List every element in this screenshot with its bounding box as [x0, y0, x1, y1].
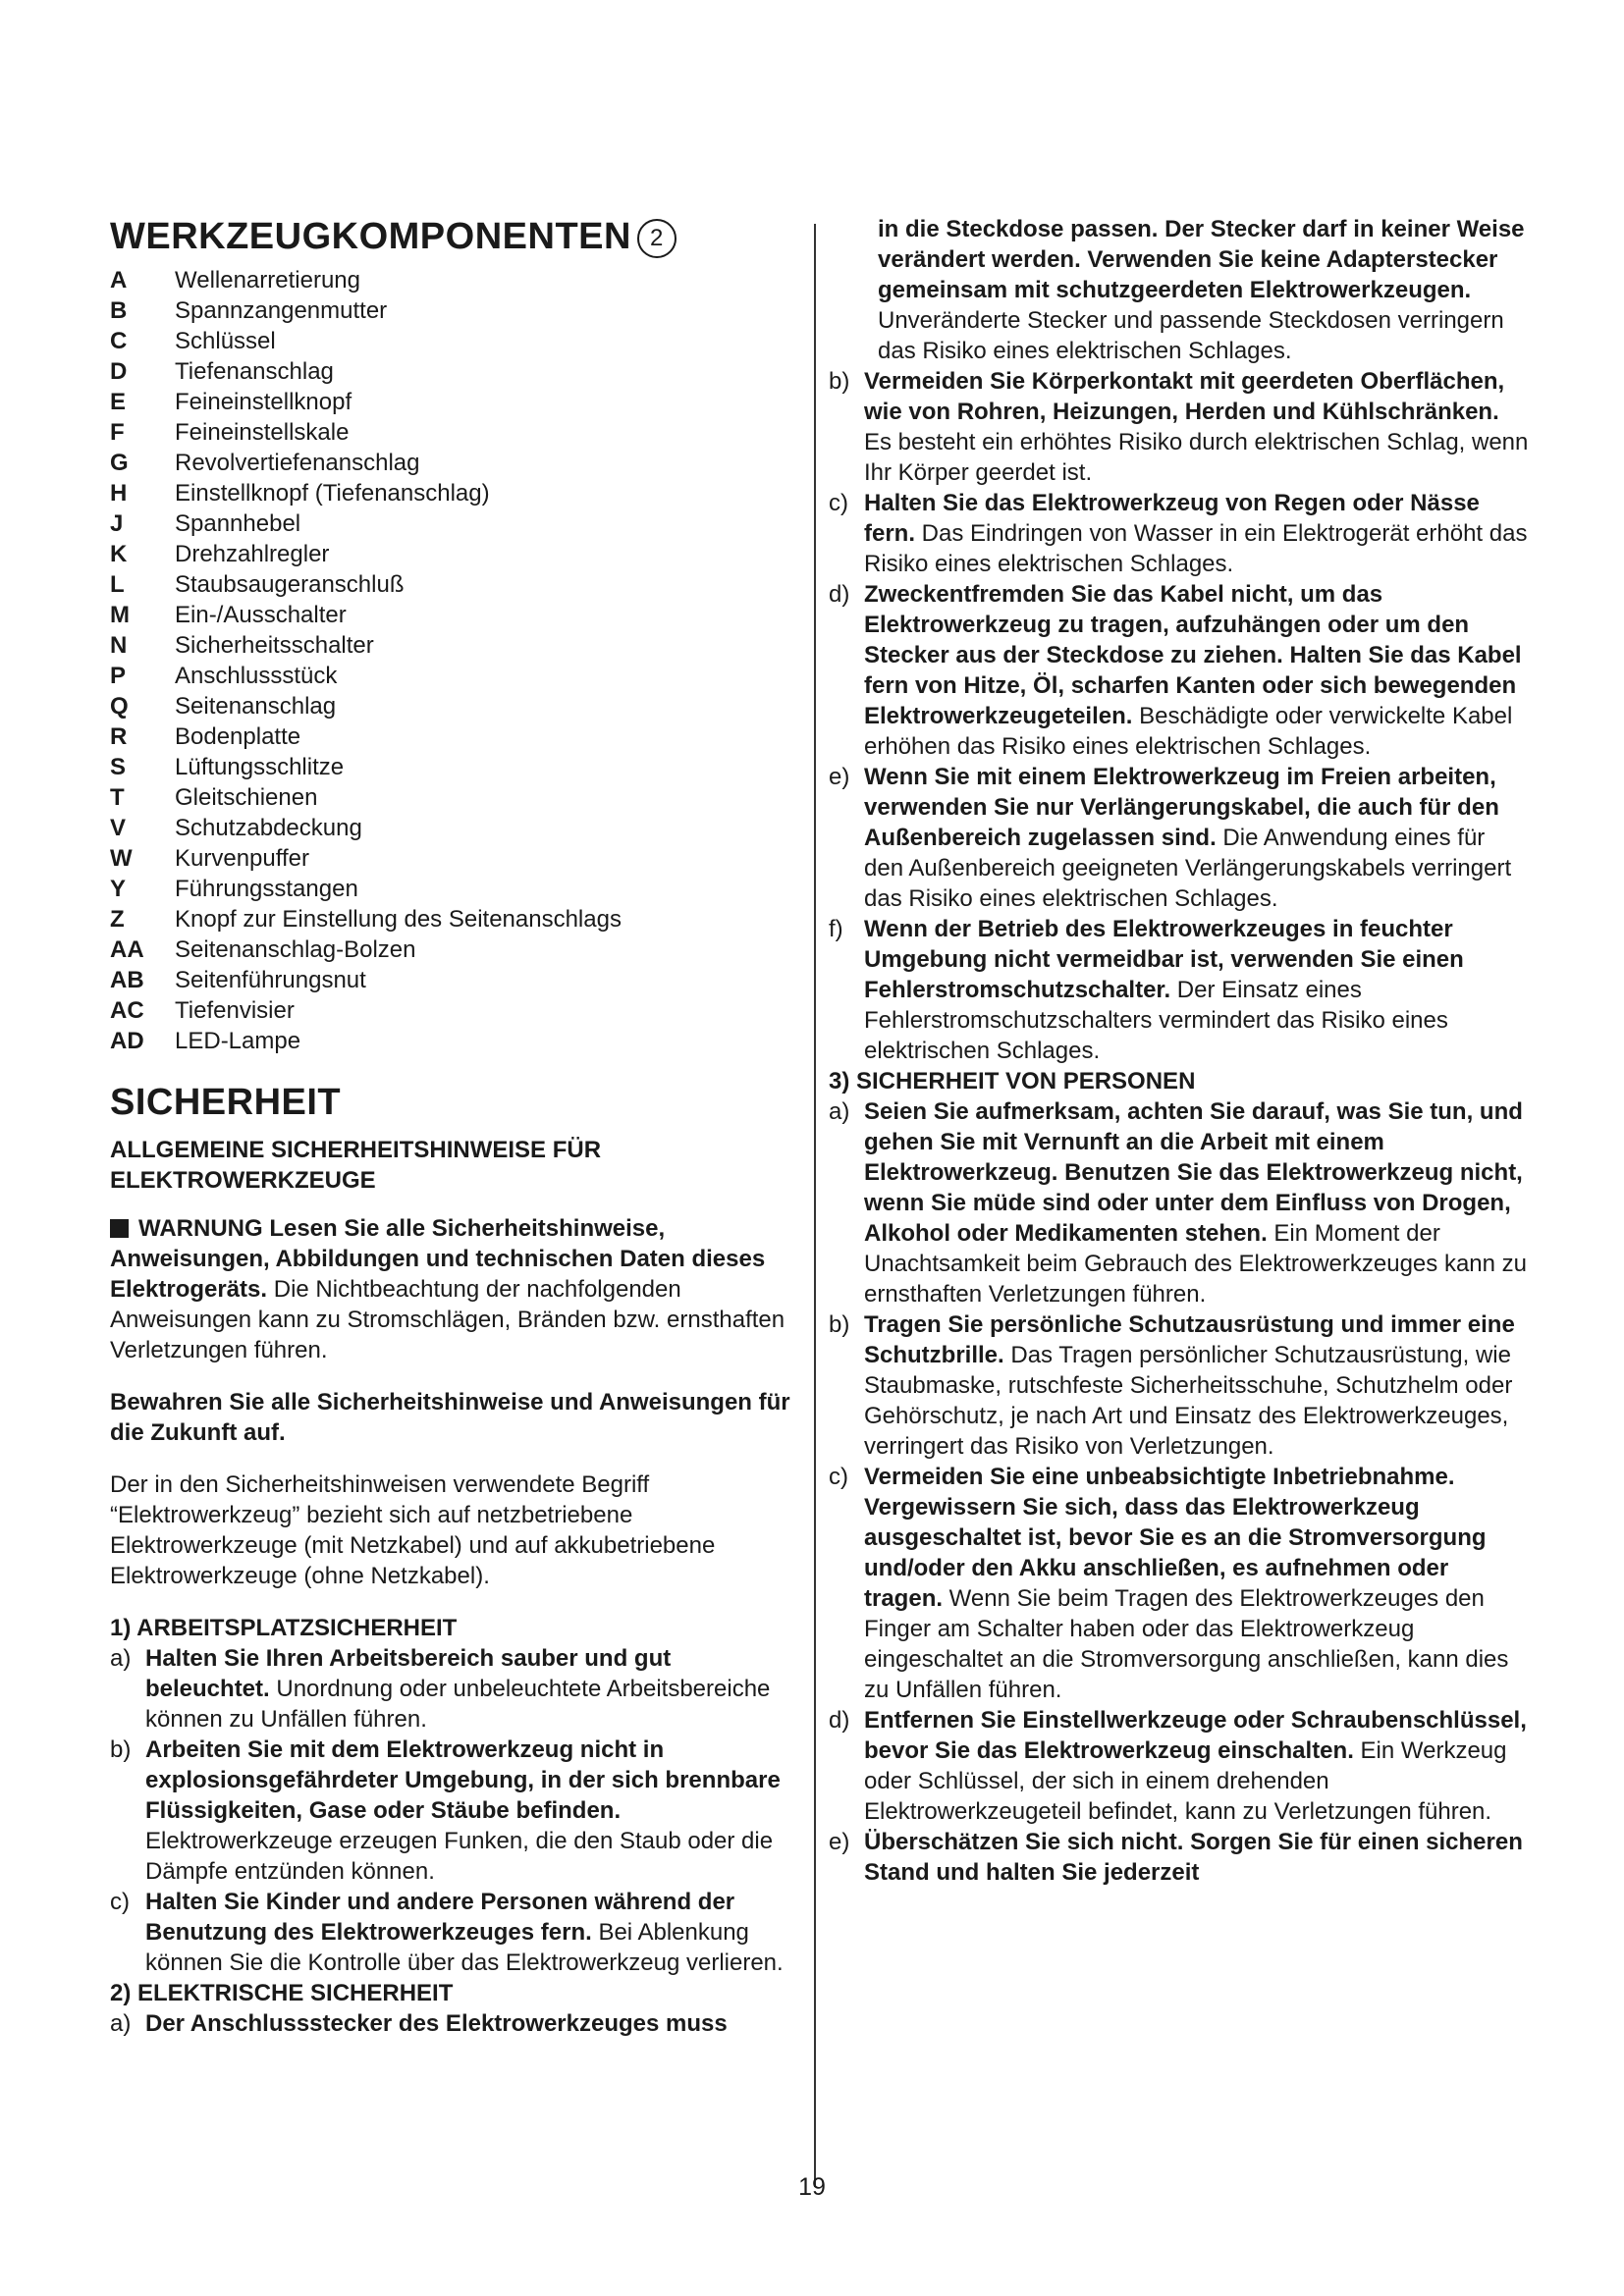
item-letter: d): [829, 1707, 850, 1734]
item-bold-text: Tragen Sie persönliche Schutzausrüstung und immer eine Schutzbrille.: [864, 1311, 1515, 1368]
item-text: Das Eindringen von Wasser in ein Elektrogerät erhöht das Risiko eines elektrischen Schlages.: [864, 520, 1528, 577]
item-letter: c): [110, 1889, 130, 1915]
keep-notes-paragraph: Bewahren Sie alle Sicherheitshinweise und Anweisungen für die Zukunft auf.: [110, 1389, 790, 1446]
component-row: [110, 539, 797, 569]
component-key: F: [110, 419, 125, 446]
item-text: Elektrowerkzeuge erzeugen Funken, die den Staub oder die Dämpfe entzünden können.: [145, 1828, 774, 1885]
component-row: [110, 1026, 797, 1056]
component-row: [110, 995, 797, 1026]
component-key: A: [110, 267, 128, 294]
component-key: AC: [110, 997, 144, 1024]
component-row: [110, 356, 797, 387]
component-row: [110, 265, 797, 295]
component-label: Spannzangenmutter: [175, 297, 388, 324]
item-letter: e): [829, 764, 850, 790]
component-key: R: [110, 723, 128, 750]
component-row: [110, 295, 797, 326]
item-text: Der Einsatz eines Fehlerstromschutzschalters vermindert das Risiko eines elektrischen Schlages.: [864, 977, 1448, 1064]
item-text: Ein Werkzeug oder Schlüssel, der sich in einem drehenden Elektrowerkzeugeteil befindet, kann zu Verletzungen führen.: [864, 1737, 1507, 1825]
list-item: [110, 1887, 797, 1978]
list-item: [829, 1096, 1530, 1309]
component-label: Seitenanschlag-Bolzen: [175, 936, 416, 963]
component-label: Schutzabdeckung: [175, 815, 362, 841]
item-text: Bei Ablenkung können Sie die Kontrolle über das Elektrowerkzeug verlieren.: [145, 1919, 784, 1976]
page-number: 19: [798, 2173, 826, 2201]
component-key: E: [110, 389, 127, 415]
component-label: Spannhebel: [175, 510, 301, 537]
warning-icon: [110, 1219, 129, 1238]
component-row: [110, 569, 797, 600]
item-text: Beschädigte oder verwickelte Kabel erhöhen das Risiko eines elektrischen Schlages.: [864, 703, 1513, 760]
section3-items: [829, 1096, 1530, 1888]
component-key: C: [110, 328, 128, 354]
component-row: [110, 448, 797, 478]
component-row: [110, 478, 797, 508]
component-label: Einstellknopf (Tiefenanschlag): [175, 480, 490, 507]
item-letter: b): [829, 368, 850, 395]
section3-heading: 3) SICHERHEIT VON PERSONEN: [829, 1068, 1196, 1095]
component-label: Seitenführungsnut: [175, 967, 366, 993]
component-key: V: [110, 815, 127, 841]
component-row: [110, 326, 797, 356]
item-bold-text: Vermeiden Sie eine unbeabsichtigte Inbetriebnahme. Vergewissern Sie sich, dass das Elektrowerkzeug ausgeschaltet ist, bevor Sie es an die Stromversorgung und/oder den Akku anschließen, es aufnehmen oder tragen.: [864, 1464, 1487, 1612]
component-label: Anschlussstück: [175, 663, 338, 689]
item-letter: a): [110, 1645, 132, 1672]
component-row: [110, 721, 797, 752]
component-row: [110, 752, 797, 782]
section2-heading: 2) ELEKTRISCHE SICHERHEIT: [110, 1980, 454, 2006]
component-label: Tiefenvisier: [175, 997, 295, 1024]
section2-items: [829, 366, 1530, 1066]
item-bold-text: Überschätzen Sie sich nicht. Sorgen Sie für einen sicheren Stand und halten Sie jederzeit: [864, 1829, 1523, 1886]
warning-paragraph: WARNUNG Lesen Sie alle Sicherheitshinweise, Anweisungen, Abbildungen und technischen Daten dieses Elektrogeräts. Die Nichtbeachtung der nachfolgenden Anweisungen kann zu Stromschlägen, Bränden bzw. ernsthaften Verletzungen führen.: [110, 1215, 785, 1363]
figure-reference-circle: 2: [637, 219, 677, 258]
component-row: [110, 813, 797, 843]
component-row: [110, 874, 797, 904]
component-label: Ein-/Ausschalter: [175, 602, 347, 628]
component-key: P: [110, 663, 127, 689]
component-key: N: [110, 632, 128, 659]
components-list: [110, 265, 797, 1056]
component-row: [110, 600, 797, 630]
component-key: J: [110, 510, 124, 537]
item-bold-text: Wenn Sie mit einem Elektrowerkzeug im Freien arbeiten, verwenden Sie nur Verlängerungskabel, die auch für den Außenbereich zugelassen sind.: [864, 764, 1499, 851]
component-key: AB: [110, 967, 144, 993]
component-key: B: [110, 297, 128, 324]
component-label: Gleitschienen: [175, 784, 318, 811]
list-item: [829, 1705, 1530, 1827]
component-label: Feineinstellskale: [175, 419, 350, 446]
item-bold-text: Seien Sie aufmerksam, achten Sie darauf, was Sie tun, und gehen Sie mit Vernunft an die Arbeit mit einem Elektrowerkzeug. Benutzen Sie das Elektrowerkzeug nicht, wenn Sie müde sind oder unter dem Einfluss von Drogen, Alkohol oder Medikamenten stehen.: [864, 1098, 1523, 1247]
item-bold-text: Halten Sie Ihren Arbeitsbereich sauber und gut beleuchtet.: [145, 1645, 672, 1702]
component-label: Tiefenanschlag: [175, 358, 334, 385]
column-divider: [814, 224, 816, 2187]
list-item: a) Der Anschlussstecker des Elektrowerkzeuges muss: [110, 2010, 728, 2037]
continued-paragraph: in die Steckdose passen. Der Stecker darf in keiner Weise verändert werden. Verwenden Sie keine Adapterstecker gemeinsam mit schutzgeerdeten Elektrowerkzeugen. Unveränderte Stecker und passende Steckdosen verringern das Risiko eines elektrischen Schlages.: [878, 216, 1525, 364]
left-column: [110, 214, 797, 2039]
component-key: AD: [110, 1028, 144, 1054]
component-key: S: [110, 754, 127, 780]
component-label: Drehzahlregler: [175, 541, 330, 567]
component-key: Y: [110, 876, 127, 902]
component-key: M: [110, 602, 130, 628]
item-bold-text: Zweckentfremden Sie das Kabel nicht, um das Elektrowerkzeug zu tragen, aufzuhängen oder um den Stecker aus der Steckdose zu ziehen. Halten Sie das Kabel fern von Hitze, Öl, scharfen Kanten oder sich bewegenden Elektrowerkzeugeteilen.: [864, 581, 1522, 729]
component-row: [110, 691, 797, 721]
item-text: Unordnung oder unbeleuchtete Arbeitsbereiche können zu Unfällen führen.: [145, 1676, 771, 1733]
component-row: [110, 965, 797, 995]
component-key: Q: [110, 693, 129, 720]
component-label: Bodenplatte: [175, 723, 301, 750]
component-key: L: [110, 571, 125, 598]
component-label: Staubsaugeranschluß: [175, 571, 405, 598]
list-item: [829, 1827, 1530, 1888]
general-safety-heading: ALLGEMEINE SICHERHEITSHINWEISE FÜR ELEKTROWERKZEUGE: [110, 1137, 602, 1194]
component-label: Führungsstangen: [175, 876, 358, 902]
component-label: Schlüssel: [175, 328, 276, 354]
item-text: Es besteht ein erhöhtes Risiko durch elektrischen Schlag, wenn Ihr Körper geerdet ist.: [864, 429, 1529, 486]
component-row: [110, 417, 797, 448]
component-label: Kurvenpuffer: [175, 845, 309, 872]
component-key: Z: [110, 906, 125, 933]
item-bold-text: Entfernen Sie Einstellwerkzeuge oder Schraubenschlüssel, bevor Sie das Elektrowerkzeug einschalten.: [864, 1707, 1527, 1764]
component-label: LED-Lampe: [175, 1028, 301, 1054]
item-text: Wenn Sie beim Tragen des Elektrowerkzeuges den Finger am Schalter haben oder das Elektrowerkzeug eingeschaltet an die Stromversorgung anschließen, kann dies zu Unfällen führen.: [864, 1585, 1509, 1703]
component-label: Feineinstellknopf: [175, 389, 352, 415]
list-item: [829, 762, 1530, 914]
item-bold-text: Arbeiten Sie mit dem Elektrowerkzeug nicht in explosionsgefährdeter Umgebung, in der sich brennbare Flüssigkeiten, Gase oder Stäube befinden.: [145, 1736, 781, 1824]
section1-heading: 1) ARBEITSPLATZSICHERHEIT: [110, 1615, 458, 1641]
item-letter: b): [110, 1736, 132, 1763]
item-text: Die Anwendung eines für den Außenbereich geeigneten Verlängerungskabels verringert das Risiko eines elektrischen Schlages.: [864, 825, 1512, 912]
component-label: Sicherheitsschalter: [175, 632, 374, 659]
item-text: Ein Moment der Unachtsamkeit beim Gebrauch des Elektrowerkzeuges kann zu ernsthaften Verletzungen führen.: [864, 1220, 1527, 1308]
component-row: [110, 934, 797, 965]
component-row: [110, 630, 797, 661]
safety-title: SICHERHEIT: [110, 1082, 342, 1123]
item-bold-text: Halten Sie das Elektrowerkzeug von Regen oder Nässe fern.: [864, 490, 1480, 547]
item-bold-text: Wenn der Betrieb des Elektrowerkzeuges in feuchter Umgebung nicht vermeidbar ist, verwenden Sie einen Fehlerstromschutzschalter.: [864, 916, 1464, 1003]
component-row: [110, 843, 797, 874]
item-bold-text: Halten Sie Kinder und andere Personen während der Benutzung des Elektrowerkzeuges fern.: [145, 1889, 735, 1946]
list-item: [110, 1735, 797, 1887]
list-item: [829, 488, 1530, 579]
item-letter: b): [829, 1311, 850, 1338]
item-letter: a): [829, 1098, 850, 1125]
component-label: Lüftungsschlitze: [175, 754, 345, 780]
component-row: [110, 661, 797, 691]
right-column: [829, 214, 1530, 1888]
component-row: [110, 904, 797, 934]
item-letter: c): [829, 490, 848, 516]
list-item: [829, 914, 1530, 1066]
list-item: [829, 1309, 1530, 1462]
term-definition-paragraph: Der in den Sicherheitshinweisen verwendete Begriff “Elektrowerkzeug” bezieht sich auf netzbetriebene Elektrowerkzeuge (mit Netzkabel) und auf akkubetriebene Elektrowerkzeuge (ohne Netzkabel).: [110, 1471, 716, 1589]
item-letter: f): [829, 916, 843, 942]
component-label: Wellenarretierung: [175, 267, 360, 294]
list-item: [829, 1462, 1530, 1705]
component-key: W: [110, 845, 133, 872]
component-row: [110, 387, 797, 417]
component-label: Knopf zur Einstellung des Seitenanschlags: [175, 906, 622, 933]
section1-items: [110, 1643, 797, 1978]
list-item: [110, 1643, 797, 1735]
component-key: K: [110, 541, 128, 567]
item-text: Das Tragen persönlicher Schutzausrüstung, wie Staubmaske, rutschfeste Sicherheitsschuhe, Schutzhelm oder Gehörschutz, je nach Art und Einsatz des Elektrowerkzeuges, verringert das Risiko von Verletzungen.: [864, 1342, 1513, 1460]
component-row: [110, 508, 797, 539]
component-key: D: [110, 358, 128, 385]
item-letter: d): [829, 581, 850, 608]
component-row: [110, 782, 797, 813]
component-key: AA: [110, 936, 144, 963]
list-item: [829, 579, 1530, 762]
item-letter: c): [829, 1464, 848, 1490]
component-key: G: [110, 450, 129, 476]
list-item: [829, 366, 1530, 488]
components-title: WERKZEUGKOMPONENTEN 2: [110, 214, 797, 259]
component-label: Seitenanschlag: [175, 693, 337, 720]
item-letter: e): [829, 1829, 850, 1855]
item-bold-text: Vermeiden Sie Körperkontakt mit geerdeten Oberflächen, wie von Rohren, Heizungen, Herden und Kühlschränken.: [864, 368, 1505, 425]
component-key: T: [110, 784, 125, 811]
component-key: H: [110, 480, 128, 507]
component-label: Revolvertiefenanschlag: [175, 450, 420, 476]
